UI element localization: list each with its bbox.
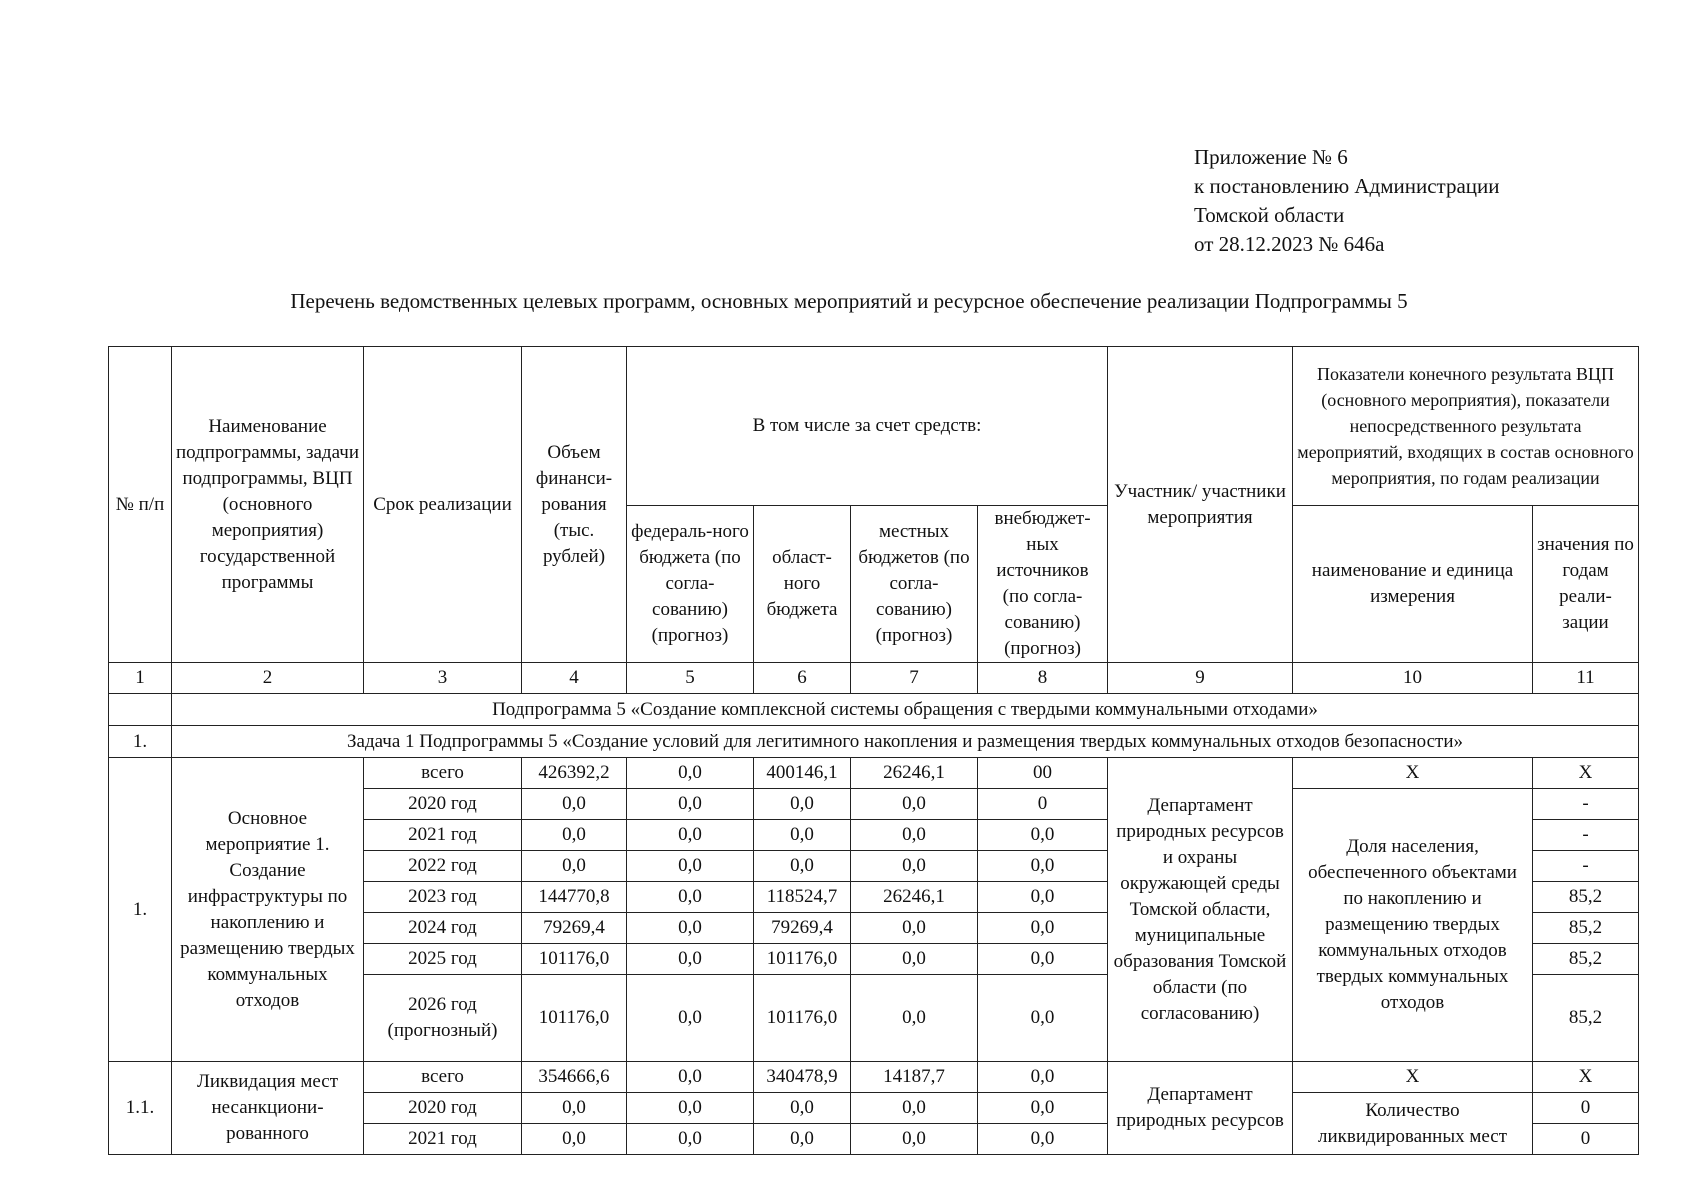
header-federal: федераль-ного бюджета (по согла-сованию) (прогноз) [627,506,754,663]
column-number: 4 [522,663,627,694]
volume-cell: 79269,4 [522,913,627,944]
federal-cell: 0,0 [627,913,754,944]
extra-cell: 0,0 [978,1093,1108,1124]
annex-block [1194,143,1500,259]
header-term: Срок реализации [364,347,522,663]
volume-cell: 426392,2 [522,758,627,789]
header-participant: Участник/ участники мероприятия [1108,347,1293,663]
header-indicator-values: значения по годам реали-зации [1533,506,1639,663]
header-local: местных бюджетов (по согла-сованию) (прогноз) [851,506,978,663]
column-number: 2 [172,663,364,694]
indicator-name-cell: Х [1293,1062,1533,1093]
volume-cell: 354666,6 [522,1062,627,1093]
volume-cell: 0,0 [522,1124,627,1155]
federal-cell: 0,0 [627,789,754,820]
term-cell: 2022 год [364,851,522,882]
regional-cell: 101176,0 [754,944,851,975]
indicator-name-cell: Х [1293,758,1533,789]
term-cell: 2025 год [364,944,522,975]
indicator-value-cell: Х [1533,1062,1639,1093]
federal-cell: 0,0 [627,1093,754,1124]
indicator-value-cell: - [1533,851,1639,882]
subprogram-title: Подпрограмма 5 «Создание комплексной системы обращения с твердыми коммунальными отходами» [172,694,1639,726]
federal-cell: 0,0 [627,1062,754,1093]
activity-num: 1. [109,758,172,1062]
term-cell: всего [364,1062,522,1093]
volume-cell: 0,0 [522,789,627,820]
header-extra: внебюджет-ных источников (по согла-сованию) (прогноз) [978,506,1108,663]
volume-cell: 0,0 [522,820,627,851]
local-cell: 0,0 [851,975,978,1062]
federal-cell: 0,0 [627,851,754,882]
column-number-row [109,663,1639,694]
annex-line: к постановлению Администрации [1194,174,1500,198]
header-indicators-group: Показатели конечного результата ВЦП (основного мероприятия), показатели непосредственного результата мероприятий, входящих в состав основного мероприятия, по годам реализации [1293,347,1639,506]
local-cell: 0,0 [851,851,978,882]
regional-cell: 101176,0 [754,975,851,1062]
federal-cell: 0,0 [627,758,754,789]
annex-line: Томской области [1194,203,1345,227]
regional-cell: 0,0 [754,1124,851,1155]
term-cell: 2023 год [364,882,522,913]
column-number: 5 [627,663,754,694]
header-num: № п/п [109,347,172,663]
program-table [108,346,1639,1155]
column-number: 3 [364,663,522,694]
indicator-name-cell: Доля населения, обеспеченного объектами по накоплению и размещению твердых коммунальных отходов твердых коммунальных отходов [1293,789,1533,1062]
volume-cell: 0,0 [522,851,627,882]
local-cell: 0,0 [851,1124,978,1155]
extra-cell: 0 [978,789,1108,820]
column-number: 8 [978,663,1108,694]
header-funds-group: В том числе за счет средств: [627,347,1108,506]
task-row [109,726,1639,758]
federal-cell: 0,0 [627,1124,754,1155]
local-cell: 0,0 [851,789,978,820]
local-cell: 26246,1 [851,882,978,913]
table-row [109,758,1639,789]
regional-cell: 340478,9 [754,1062,851,1093]
column-number: 6 [754,663,851,694]
term-cell: 2020 год [364,789,522,820]
extra-cell: 0,0 [978,1124,1108,1155]
extra-cell: 0,0 [978,820,1108,851]
participant-cell: Департамент природных ресурсов [1108,1062,1293,1155]
indicator-value-cell: 0 [1533,1093,1639,1124]
term-cell: 2021 год [364,820,522,851]
activity-name: Основное мероприятие 1. Создание инфраструктуры по накоплению и размещению твердых коммунальных отходов [172,758,364,1062]
regional-cell: 0,0 [754,1093,851,1124]
regional-cell: 0,0 [754,820,851,851]
participant-cell: Департамент природных ресурсов и охраны окружающей среды Томской области, муниципальные образования Томской области (по согласованию) [1108,758,1293,1062]
column-number: 1 [109,663,172,694]
indicator-value-cell: 85,2 [1533,882,1639,913]
indicator-value-cell: 85,2 [1533,975,1639,1062]
extra-cell: 0,0 [978,882,1108,913]
extra-cell: 0,0 [978,851,1108,882]
local-cell: 0,0 [851,820,978,851]
regional-cell: 79269,4 [754,913,851,944]
header-indicator-name: наименование и единица измерения [1293,506,1533,663]
term-cell: 2026 год (прогнозный) [364,975,522,1062]
indicator-value-cell: 85,2 [1533,913,1639,944]
extra-cell: 0,0 [978,975,1108,1062]
task-title: Задача 1 Подпрограммы 5 «Создание условий для легитимного накопления и размещения твердых коммунальных отходов безопасности» [172,726,1639,758]
column-number: 11 [1533,663,1639,694]
volume-cell: 144770,8 [522,882,627,913]
federal-cell: 0,0 [627,975,754,1062]
term-cell: 2024 год [364,913,522,944]
subprogram-num [109,694,172,726]
extra-cell: 0,0 [978,913,1108,944]
indicator-value-cell: - [1533,789,1639,820]
local-cell: 0,0 [851,913,978,944]
local-cell: 0,0 [851,944,978,975]
indicator-value-cell: 0 [1533,1124,1639,1155]
annex-line: от 28.12.2023 № 646а [1194,232,1385,256]
regional-cell: 0,0 [754,851,851,882]
document-title: Перечень ведомственных целевых программ, основных мероприятий и ресурсное обеспечение реализации Подпрограммы 5 [290,289,1408,313]
local-cell: 0,0 [851,1093,978,1124]
task-num: 1. [109,726,172,758]
term-cell: всего [364,758,522,789]
regional-cell: 0,0 [754,789,851,820]
header-name: Наименование подпрограммы, задачи подпрограммы, ВЦП (основного мероприятия) государственной программы [172,347,364,663]
annex-line: Приложение № 6 [1194,145,1348,169]
header-regional: област-ного бюджета [754,506,851,663]
term-cell: 2021 год [364,1124,522,1155]
extra-cell: 0,0 [978,1062,1108,1093]
term-cell: 2020 год [364,1093,522,1124]
column-number: 9 [1108,663,1293,694]
extra-cell: 0,0 [978,944,1108,975]
local-cell: 14187,7 [851,1062,978,1093]
extra-cell: 00 [978,758,1108,789]
column-number: 10 [1293,663,1533,694]
indicator-value-cell: 85,2 [1533,944,1639,975]
volume-cell: 0,0 [522,1093,627,1124]
volume-cell: 101176,0 [522,975,627,1062]
indicator-value-cell: - [1533,820,1639,851]
indicator-value-cell: Х [1533,758,1639,789]
column-number: 7 [851,663,978,694]
subprogram-row [109,694,1639,726]
volume-cell: 101176,0 [522,944,627,975]
local-cell: 26246,1 [851,758,978,789]
header-row [109,347,1639,506]
activity-num: 1.1. [109,1062,172,1155]
regional-cell: 118524,7 [754,882,851,913]
regional-cell: 400146,1 [754,758,851,789]
federal-cell: 0,0 [627,882,754,913]
indicator-name-cell: Количество ликвидированных мест [1293,1093,1533,1155]
activity-name: Ликвидация мест несанкциони-рованного [172,1062,364,1155]
federal-cell: 0,0 [627,944,754,975]
table-row [109,1062,1639,1093]
header-volume: Объем финанси-рования (тыс. рублей) [522,347,627,663]
federal-cell: 0,0 [627,820,754,851]
